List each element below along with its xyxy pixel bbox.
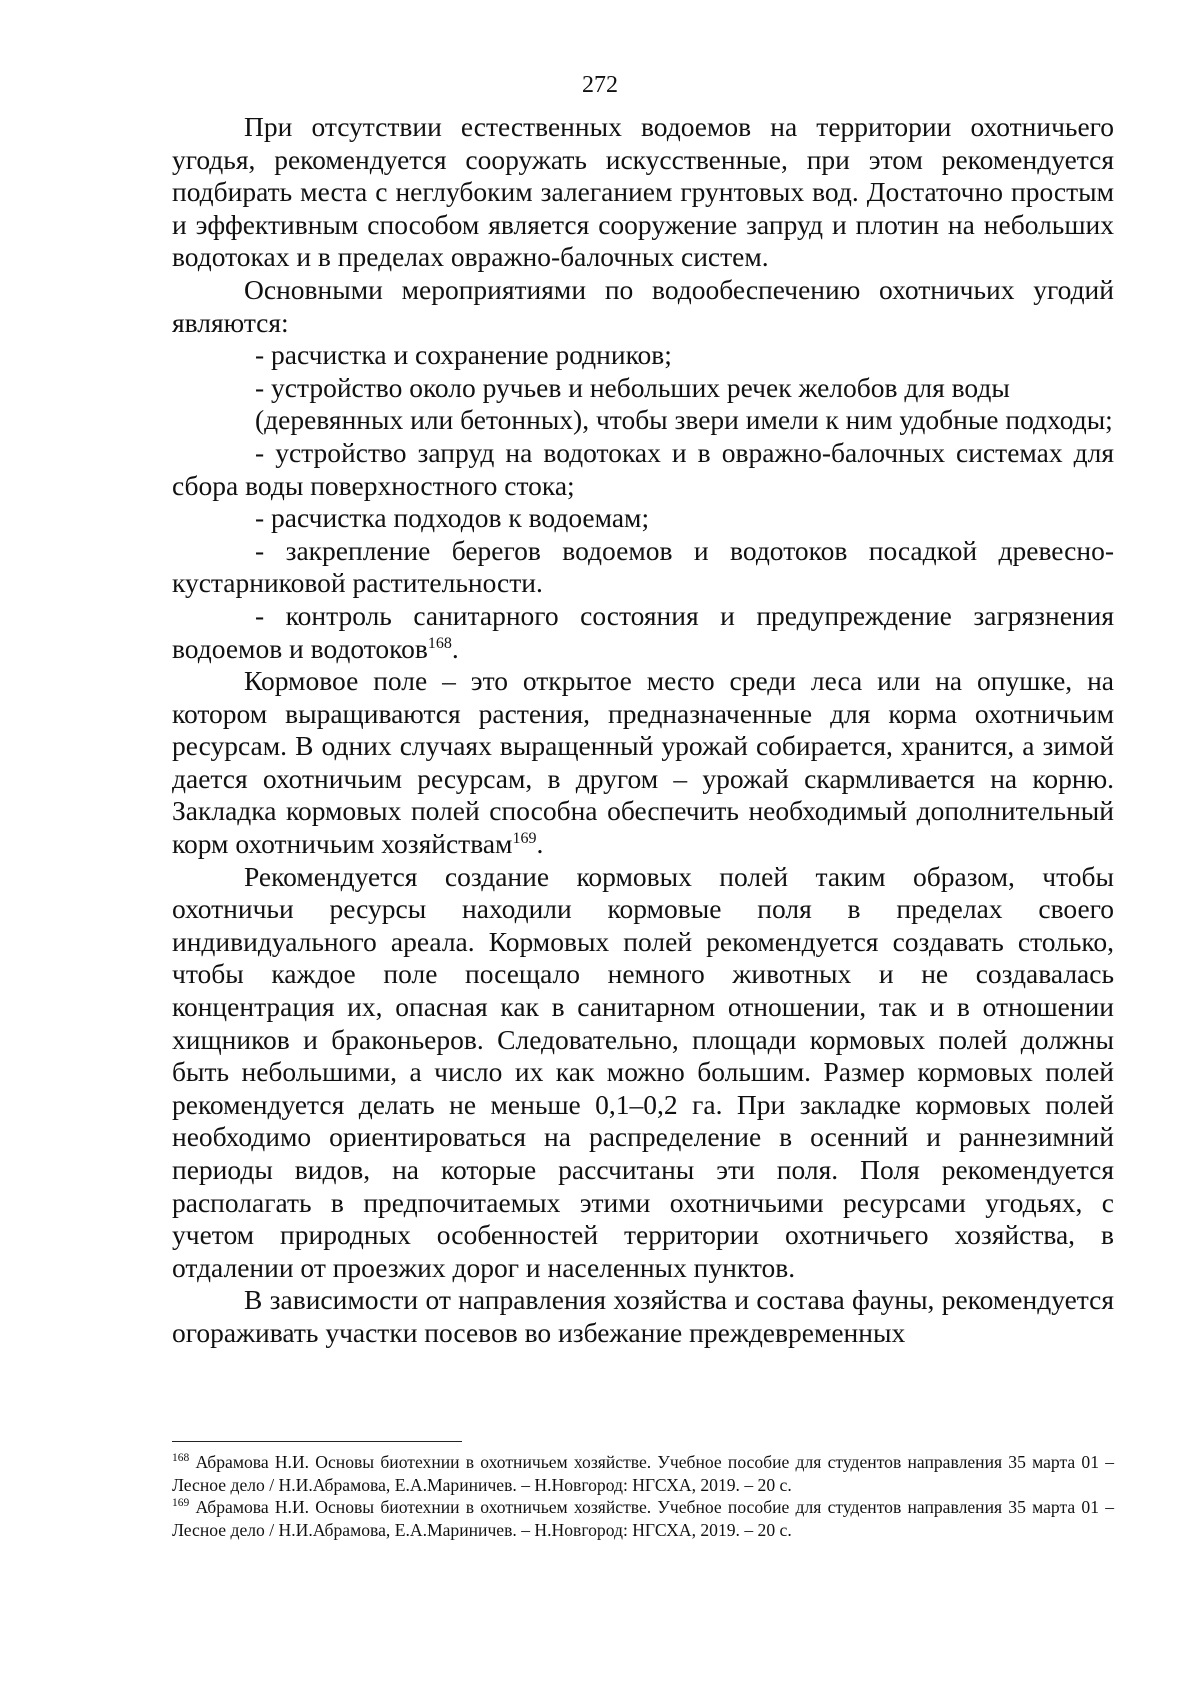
list-item-troughs: - устройство около ручьев и небольших речек желобов для воды — [255, 371, 1010, 403]
paragraph-feed-field-recommendations: Рекомендуется создание кормовых полей таким образом, чтобы охотничьи ресурсы находили кормовые поля в пределах своего индивидуального ареала. Кормовых полей рекомендуется создавать столько, чтобы каждое поле посещало немного животных и не создавалась концентрация их, опасная как в санитарном отношении, так и в отношении хищников и браконьеров. Следовательно, площади кормовых полей должны быть небольшими, а число их как можно большим. Размер кормовых полей рекомендуется делать не меньше 0,1–0,2 га. При закладке кормовых полей необходимо ориентироваться на распределение в осенний и раннезимний периоды видов, на которые рассчитаны эти поля. Поля рекомендуется располагать в предпочитаемых этими охотничьими ресурсами угодьях, с учетом природных особенностей территории охотничьего хозяйства, в отдалении от проезжих дорог и населенных пунктов. — [172, 860, 1114, 1283]
paragraph-water-measures-intro: Основными мероприятиями по водообеспечению охотничьих угодий являются: — [172, 273, 1114, 338]
footnote-separator — [172, 1441, 462, 1442]
footnote-169 — [172, 1496, 1114, 1541]
list-item-approaches: - расчистка подходов к водоемам; — [255, 502, 650, 534]
footnote-number-168: 168 — [172, 1452, 190, 1465]
footnote-text-168: Абрамова Н.И. Основы биотехнии в охотничьем хозяйстве. Учебное пособие для студентов направления 35 марта 01 – Лесное дело / Н.И.Абрамова, Е.А.Мариничев. – Н.Новгород: НГСХА, 2019. – 20 с. — [172, 1452, 1114, 1495]
list-item-dams: - устройство запруд на водотоках и в овражно-балочных системах для сбора воды поверхностного стока; — [172, 436, 1114, 501]
list-item-sanitary-control — [172, 600, 1114, 665]
paragraph-feed-field-text: Кормовое поле – это открытое место среди леса или на опушке, на котором выращиваются растения, предназначенные для корма охотничьим ресурсам. В одних случаях выращенный урожай собирается, хранится, а зимой дается охотничьим ресурсам, в другом – урожай скармливается на корню. Закладка кормовых полей способна обеспечить необходимый дополнительный корм охотничьим хозяйствам — [172, 665, 1114, 860]
page-number: 272 — [582, 72, 618, 98]
footnote-ref-168[interactable]: 168 — [427, 634, 452, 652]
list-item-sanitary-control-text: - контроль санитарного состояния и предупреждение загрязнения водоемов и водотоков — [172, 599, 1114, 664]
paragraph-feed-field — [172, 665, 1114, 861]
list-item-troughs-continued-text: (деревянных или бетонных), чтобы звери имели к ним удобные подходы; — [255, 404, 1113, 436]
list-item-springs: - расчистка и сохранение родников; — [255, 339, 672, 371]
paragraph-fencing: В зависимости от направления хозяйства и состава фауны, рекомендуется огораживать участки посевов во избежание преждевременных — [172, 1284, 1114, 1348]
footnote-ref-169[interactable]: 169 — [512, 829, 537, 847]
body-text — [172, 111, 1114, 1350]
footnote-number-169: 169 — [172, 1497, 190, 1510]
paragraph-feed-field-end: . — [536, 828, 544, 860]
list-item-banks: - закрепление берегов водоемов и водотоков посадкой древесно-кустарниковой растительности. — [172, 534, 1114, 599]
list-item-sanitary-control-end: . — [451, 632, 459, 664]
footnote-text-169: Абрамова Н.И. Основы биотехнии в охотничьем хозяйстве. Учебное пособие для студентов направления 35 марта 01 – Лесное дело / Н.И.Абрамова, Е.А.Мариничев. – Н.Новгород: НГСХА, 2019. – 20 с. — [172, 1497, 1114, 1540]
footnote-168 — [172, 1451, 1114, 1496]
footnotes — [172, 1451, 1114, 1541]
list-item-troughs-continued — [172, 404, 1114, 437]
paragraph-artificial-ponds: При отсутствии естественных водоемов на территории охотничьего угодья, рекомендуется сооружать искусственные, при этом рекомендуется подбирать места с неглубоким залеганием грунтовых вод. Достаточно простым и эффективным способом является сооружение запруд и плотин на небольших водотоках и в пределах овражно-балочных систем. — [172, 111, 1114, 273]
